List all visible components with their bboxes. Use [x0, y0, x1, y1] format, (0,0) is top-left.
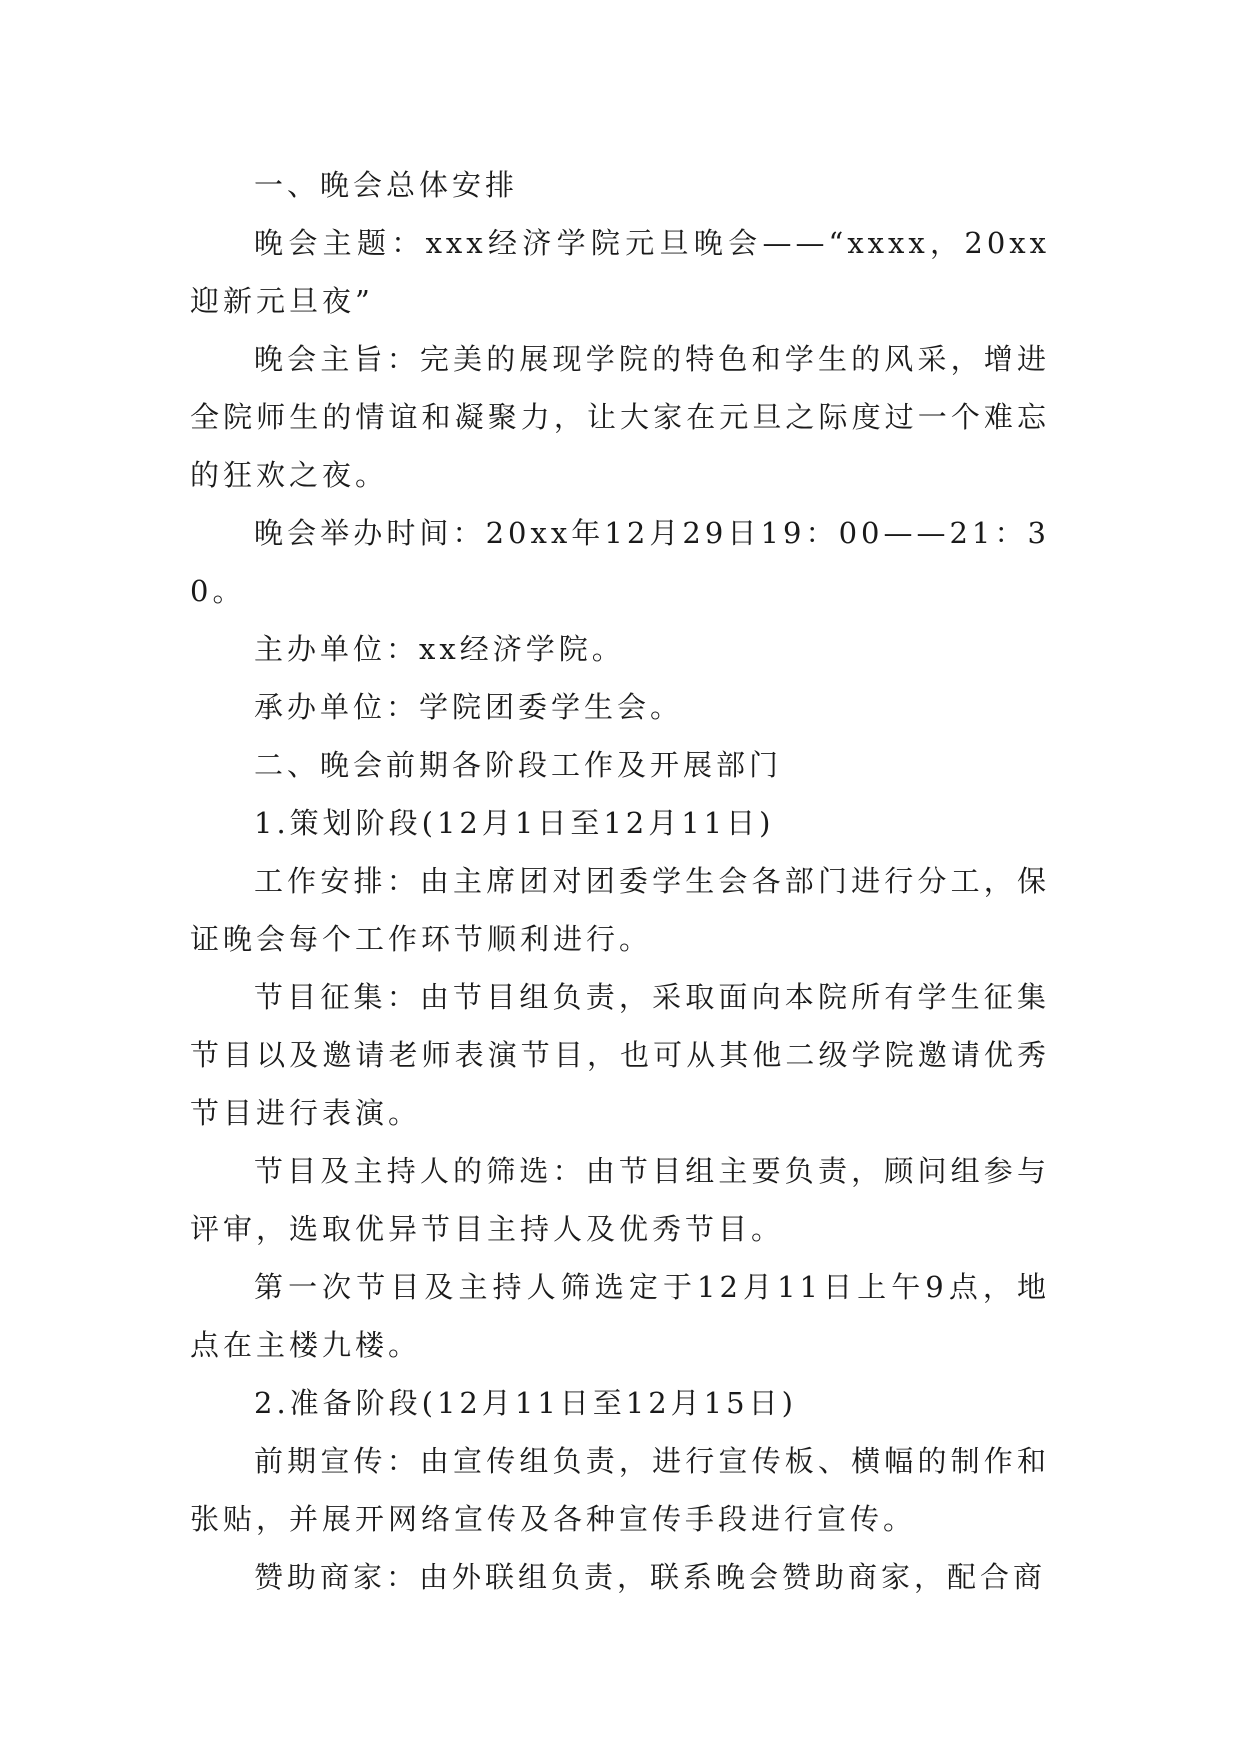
paragraph: 主办单位：xx经济学院。	[254, 632, 625, 666]
paragraph: 第一次节目及主持人筛选定于12月11日上午9点，地点在主楼九楼。	[190, 1270, 1050, 1362]
paragraph: 工作安排：由主席团对团委学生会各部门进行分工，保证晚会每个工作环节顺利进行。	[190, 864, 1050, 956]
paragraph: 节目及主持人的筛选：由节目组主要负责，顾问组参与评审，选取优异节目主持人及优秀节目。	[190, 1154, 1050, 1246]
paragraph: 承办单位：学院团委学生会。	[254, 690, 684, 724]
paragraph: 节目征集：由节目组负责，采取面向本院所有学生征集节目以及邀请老师表演节目，也可从其他二级学院邀请优秀节目进行表演。	[190, 980, 1050, 1130]
subsection-heading: 2.准备阶段(12月11日至12月15日)	[254, 1386, 797, 1420]
paragraph: 赞助商家：由外联组负责，联系晚会赞助商家，配合商	[254, 1560, 1047, 1594]
document-body	[190, 156, 1050, 1606]
subsection-heading: 1.策划阶段(12月1日至12月11日)	[254, 806, 775, 840]
paragraph: 晚会举办时间：20xx年12月29日19：00——21：30。	[190, 516, 1050, 608]
section-heading: 一、晚会总体安排	[254, 168, 519, 202]
section-heading: 二、晚会前期各阶段工作及开展部门	[254, 748, 783, 782]
paragraph: 晚会主旨：完美的展现学院的特色和学生的风采，增进全院师生的情谊和凝聚力，让大家在元旦之际度过一个难忘的狂欢之夜。	[190, 342, 1050, 492]
paragraph: 前期宣传：由宣传组负责，进行宣传板、横幅的制作和张贴，并展开网络宣传及各种宣传手段进行宣传。	[190, 1444, 1050, 1536]
paragraph: 晚会主题：xxx经济学院元旦晚会——“xxxx，20xx迎新元旦夜”	[190, 226, 1050, 318]
